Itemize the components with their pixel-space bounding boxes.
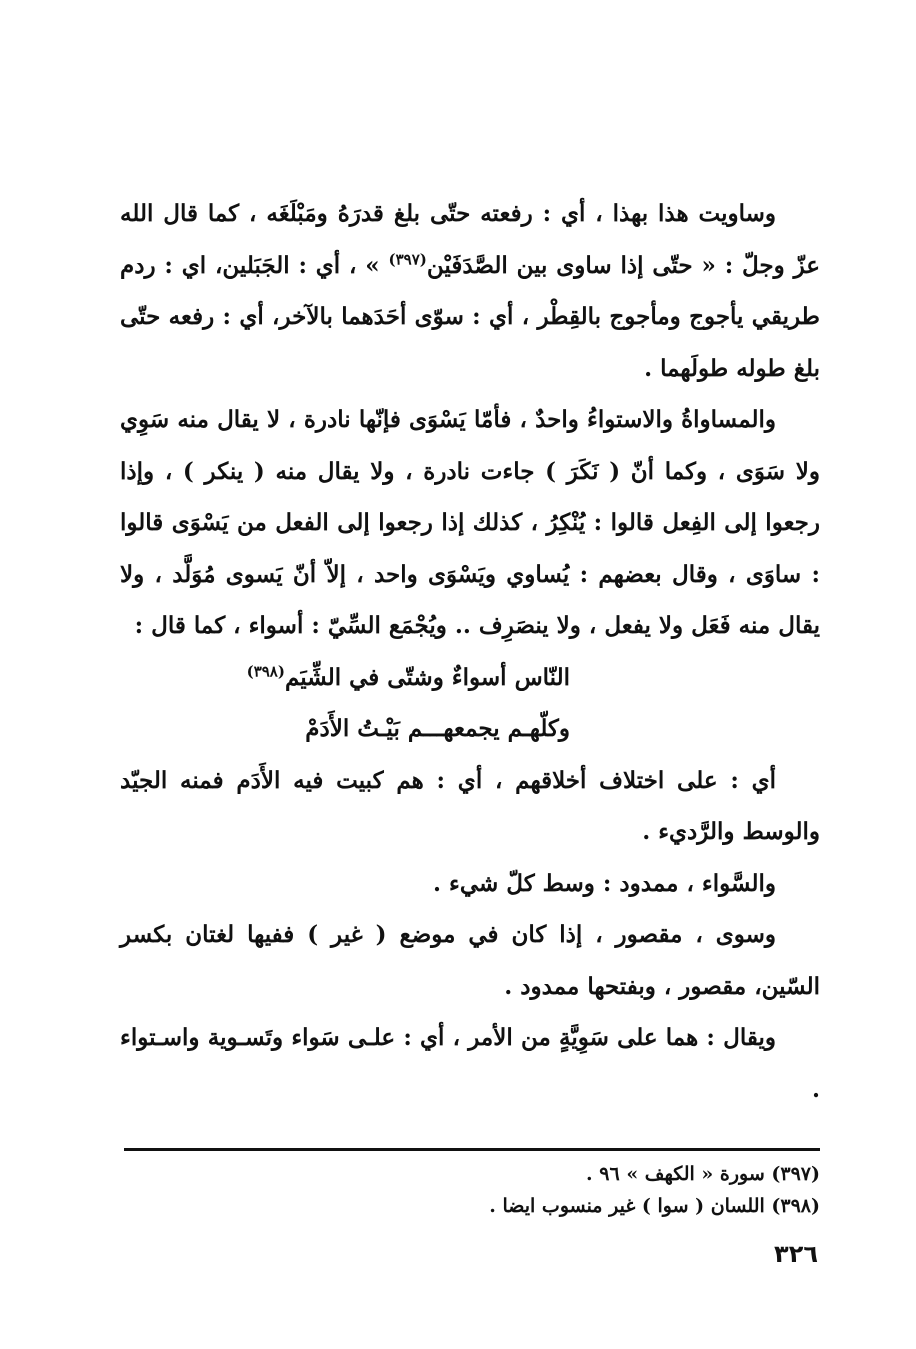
verse-line-1 bbox=[120, 652, 570, 704]
paragraph-3: أي : على اختلاف أخلاقهم ، أي : هم كبيت فيه الأَدَم فمنه الجيّد والوسط والرَّديء . bbox=[120, 766, 820, 845]
paragraph-5: وسوى ، مقصور ، إذا كان في موضع ( غير ) ففيها لغتان بكسر السّين، مقصور ، وبفتحها ممدود . bbox=[120, 921, 820, 1000]
verse-line-1-text: النّاس أسواءٌ وشتّى في الشِّيَم bbox=[284, 663, 570, 691]
verse-line-2: وكلّهـم يجمعهـــم بَيْـتُ الأَدَمْ bbox=[305, 715, 570, 742]
footnotes bbox=[120, 1158, 820, 1222]
page-number: ٣٢٦ bbox=[774, 1240, 818, 1268]
verse bbox=[120, 652, 820, 755]
paragraph-6: ويقال : هما على سَوِيَّةٍ من الأمر ، أي : علـى سَواء وتَسـوية واسـتواء . bbox=[120, 1024, 820, 1103]
footnote-398: (٣٩٨) اللسان ( سوا ) غير منسوب ايضا . bbox=[489, 1195, 820, 1217]
footnote-divider bbox=[124, 1148, 820, 1151]
paragraph-1-text-after: » ، أي : الجَبَلين، اي : ردم طريقي يأجوج ومأجوج بالقِطْر ، أي : سوّى أحَدَهما بالآخر، أي : رفعه حتّى بلغ طوله طولَهما . bbox=[120, 251, 820, 382]
paragraph-1-text: وساويت هذا بهذا ، أي : رفعته حتّى بلغ قدرَهُ ومَبْلَغَه ، كما قال الله عزّ وجلّ : « حتّى إذا ساوى بين الصَّدَفَيْن bbox=[120, 200, 820, 279]
main-text bbox=[120, 188, 820, 1115]
footnote-397: (٣٩٧) سورة « الكهف » ٩٦ . bbox=[586, 1163, 820, 1185]
paragraph-1 bbox=[120, 188, 820, 394]
paragraph-4: والسَّواء ، ممدود : وسط كلّ شيء . bbox=[433, 869, 776, 897]
paragraph-2: والمساواةُ والاستواءُ واحدٌ ، فأمّا يَسْوَى فإنّها نادرة ، لا يقال منه سَوِي ولا سَوَى ، وكما أنّ ( نَكَرَ ) جاءت نادرة ، ولا يقال منه ( ينكر ) ، وإذا رجعوا إلى الفِعل قالوا : يُنْكِرُ ، كذلك إذا رجعوا إلى الفعل من يَسْوَى قالوا : ساوَى ، وقال بعضهم : يُساوي ويَسْوَى واحد ، إلاّ أنّ يَسوى مُوَلَّد ، ولا يقال منه فَعَل ولا يفعل ، ولا ينصَرِف .. ويُجْمَع السِّيّ : أسواء ، كما قال : bbox=[120, 406, 820, 639]
footnote-ref-398: (٣٩٨) bbox=[246, 661, 285, 680]
footnote-ref-397: (٣٩٧) bbox=[388, 249, 427, 268]
